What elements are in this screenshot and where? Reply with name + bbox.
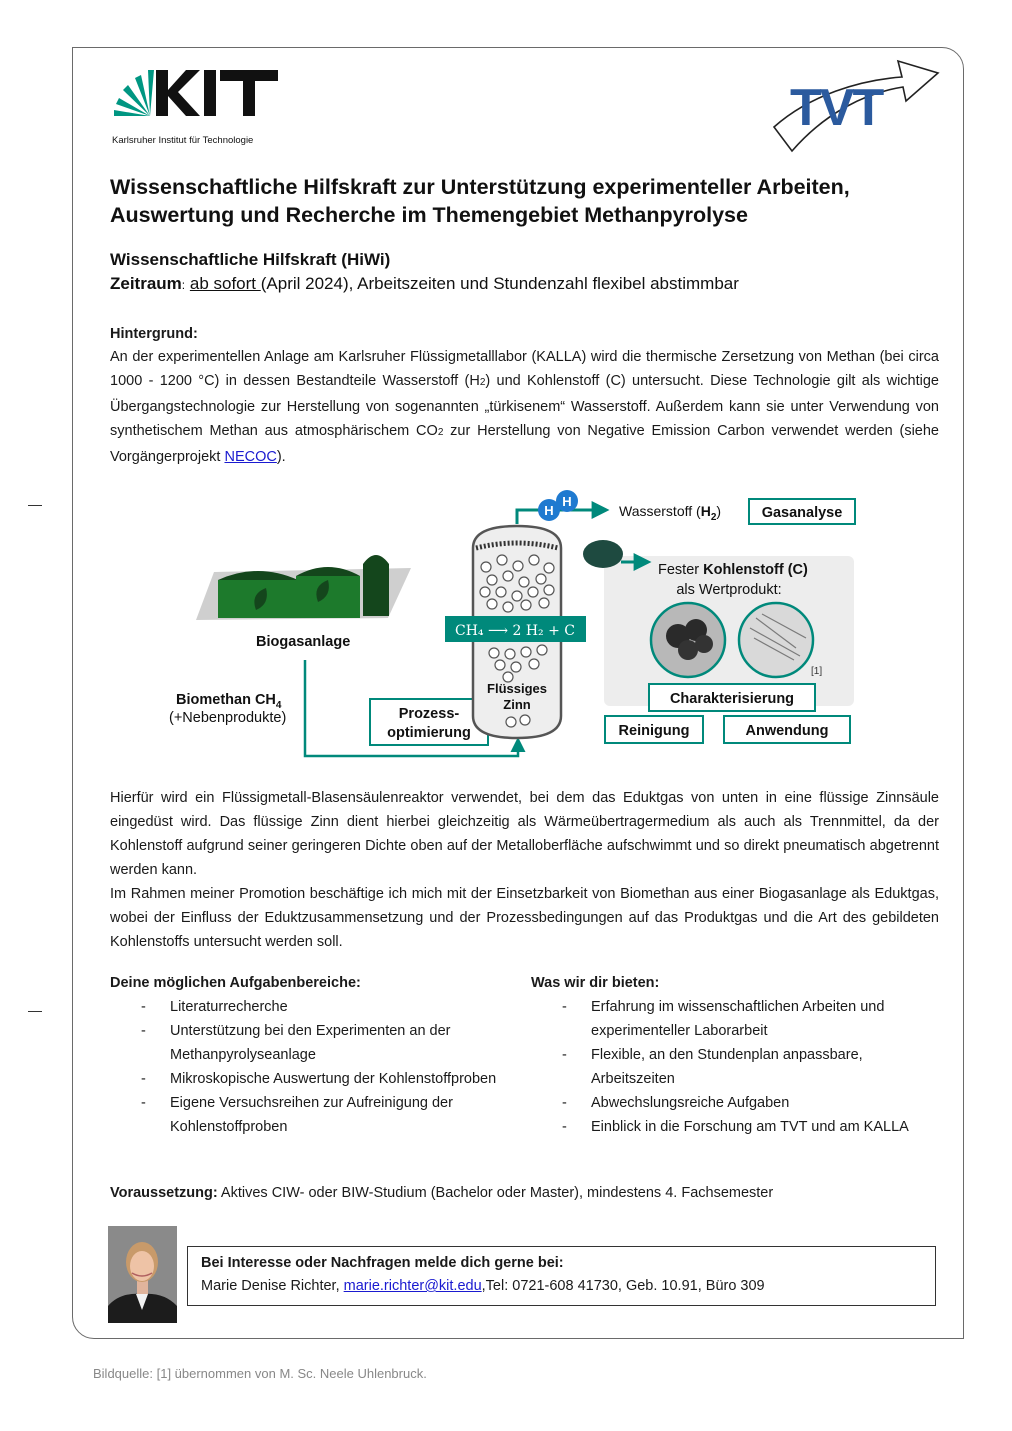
reactor-paragraph: Hierfür wird ein Flüssigmetall-Blasensäulenreaktor verwendet, bei dem das Eduktgas von unten in eine flüssige Zinnsäule eingedüst wird. Das flüssige Zinn dient hierbei gleichzeitig als Wärmeübertragermedium als auch als Trennmittel, da der Kohlenstoff aufgrund seiner geringeren Dichte oben auf der Metalloberfläche aufschwimmt und so direkt pneumatisch abgetrennt werden kann. bbox=[110, 790, 939, 878]
reinigung-label: Reinigung bbox=[618, 723, 690, 739]
bieten-list bbox=[531, 995, 931, 1139]
carbon-lump-icon bbox=[583, 540, 623, 568]
fester-kohlenstoff-label: Fester Kohlenstoff (C) bbox=[658, 562, 808, 578]
contact-heading: Bei Interesse oder Nachfragen melde dich gerne bei: bbox=[201, 1255, 564, 1271]
contact-details: Marie Denise Richter, marie.richter@kit.edu,Tel: 0721-608 41730, Geb. 10.91, Büro 309 bbox=[201, 1278, 765, 1294]
list-item: - Erfahrung im wissenschaftlichen Arbeiten und experimenteller Laborarbeit bbox=[562, 999, 885, 1039]
bieten-heading: Was wir dir bieten: bbox=[531, 975, 660, 991]
svg-text:H: H bbox=[562, 494, 572, 509]
aufgaben-list bbox=[110, 995, 520, 1139]
voraussetzung-label: Voraussetzung: bbox=[110, 1185, 218, 1201]
aufgaben-heading: Deine möglichen Aufgabenbereiche: bbox=[110, 975, 361, 991]
zeitraum-details: (April 2024), Arbeitszeiten und Stundenzahl flexibel abstimmbar bbox=[260, 274, 739, 293]
promotion-paragraph: Im Rahmen meiner Promotion beschäftige ich mich mit der Einsetzbarkeit von Biomethan aus einer Biogasanlage als Eduktgas, wobei der Einfluss der Eduktzusammensetzung und der Prozessbedingungen auf das Produktgas und die Art des gebildeten Kohlenstoffs untersucht werden soll. bbox=[110, 886, 939, 950]
biogas-plant-icon bbox=[196, 555, 411, 620]
gasanalyse-label: Gasanalyse bbox=[761, 505, 843, 521]
h2-arrow bbox=[517, 510, 606, 524]
list-item: - Eigene Versuchsreihen zur Aufreinigung der Kohlenstoffproben bbox=[141, 1095, 453, 1135]
reference-label: [1] bbox=[811, 666, 823, 677]
necoc-link[interactable]: NECOC bbox=[224, 449, 277, 465]
page-title: Wissenschaftliche Hilfskraft zur Unterstützung experimenteller Arbeiten, Auswertung und Recherche im Themengebiet Methanpyrolyse bbox=[110, 175, 850, 227]
anwendung-label: Anwendung bbox=[745, 723, 829, 739]
list-item: - Abwechslungsreiche Aufgaben bbox=[562, 1095, 790, 1111]
image-source-note: Bildquelle: [1] übernommen von M. Sc. Neele Uhlenbruck. bbox=[93, 1366, 427, 1381]
email-link[interactable]: marie.richter@kit.edu bbox=[343, 1278, 482, 1294]
micrograph-right bbox=[739, 603, 813, 677]
micrograph-left bbox=[651, 603, 725, 677]
prozess-label-1: Prozess- bbox=[398, 706, 460, 722]
process-figure bbox=[166, 488, 866, 762]
wasserstoff-label: Wasserstoff $(H_2)$ bbox=[619, 503, 722, 523]
tvt-logo-text: TVT bbox=[790, 79, 883, 137]
kit-institute-name: Karlsruher Institut für Technologie bbox=[112, 135, 254, 146]
list-item: - Mikroskopische Auswertung der Kohlenstoffproben bbox=[141, 1071, 497, 1087]
punch-mark bbox=[28, 505, 42, 506]
list-item: - Literaturrecherche bbox=[141, 999, 288, 1015]
position-title: Wissenschaftliche Hilfskraft (HiWi) bbox=[110, 250, 391, 269]
list-item: - Einblick in die Forschung am TVT und am KALLA bbox=[562, 1119, 909, 1135]
reaction-equation: CH₄ ⟶ 2 H₂ + C bbox=[454, 623, 576, 639]
zeitraum-start: ab sofort bbox=[189, 274, 261, 293]
zeitraum-line: Zeitraum: ab sofort (April 2024), Arbeitszeiten und Stundenzahl flexibel abstimmbar bbox=[110, 274, 739, 293]
prozess-label-2: optimierung bbox=[387, 725, 471, 741]
kit-fan-icon bbox=[114, 70, 154, 116]
voraussetzung-line: Voraussetzung: Aktives CIW- oder BIW-Studium (Bachelor oder Master), mindestens 4. Fachsemester bbox=[110, 1185, 774, 1201]
hintergrund-heading: Hintergrund: bbox=[110, 326, 198, 342]
hintergrund-paragraph: An der experimentellen Anlage am Karlsruher Flüssigmetalllabor (KALLA) wird die thermische Zersetzung von Methan (bei circa 1000 - 1200 °C) in dessen Bestandteile Wasserstoff (H2) und Kohlenstoff (C) untersucht. Diese Technologie gilt als wichtige Übergangstechnologie zur Herstellung von sogenannten „türkisenem“ Wasserstoff. Außerdem kann sie unter Verwendung von synthetischem Methan aus atmosphärischem CO2 zur Herstellung von Negative Emission Carbon verwendet werden (siehe Vorgängerprojekt NECOC). bbox=[110, 349, 939, 465]
zeitraum-label: Zeitraum bbox=[110, 274, 182, 293]
biogas-label: Biogasanlage bbox=[256, 634, 351, 650]
punch-mark bbox=[28, 1011, 42, 1012]
charakterisierung-label: Charakterisierung bbox=[669, 691, 795, 707]
list-item: - Unterstützung bei den Experimenten an der Methanpyrolyseanlage bbox=[141, 1023, 451, 1063]
zinn-label-2: Zinn bbox=[503, 697, 531, 712]
wertprodukt-label: als Wertprodukt: bbox=[676, 582, 782, 598]
contact-photo bbox=[108, 1226, 177, 1323]
svg-text:H: H bbox=[544, 503, 554, 518]
contact-box bbox=[187, 1246, 936, 1306]
kit-logo bbox=[110, 68, 285, 150]
zinn-label-1: Flüssiges bbox=[487, 681, 547, 696]
list-item: - Flexible, an den Stundenplan anpassbare, Arbeitszeiten bbox=[562, 1047, 863, 1087]
tvt-logo bbox=[770, 55, 942, 153]
nebenprodukte-label: (+Nebenprodukte) bbox=[169, 710, 287, 726]
biomethan-label: Biomethan $CH_4$ bbox=[176, 692, 282, 711]
